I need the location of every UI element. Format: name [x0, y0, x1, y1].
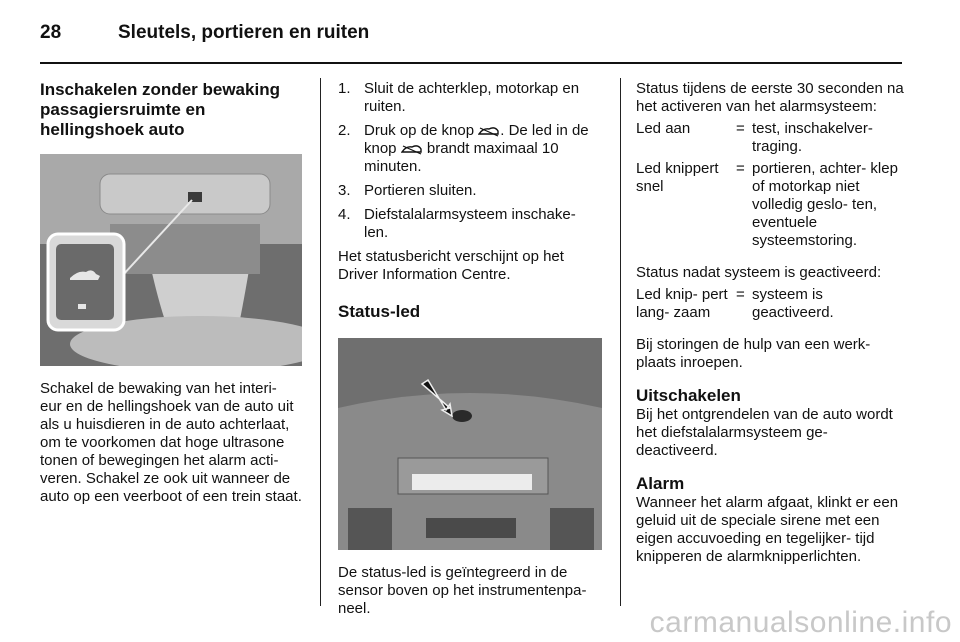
body-paragraph: Status tijdens de eerste 30 seconden na het activeren van het alarmsysteem:: [636, 80, 904, 115]
section-heading: Inschakelen zonder bewaking passagiersruimte en hellingshoek auto: [40, 80, 280, 139]
body-paragraph: Schakel de bewaking van het interi- eur en de hellingshoek van de auto uit als u huisdieren in de auto achterlaat, om te voorkomen dat hoge ultrasone tonen of bewegingen het alarm acti- veren. Schakel ze ook uit wanneer de auto op een veerboot of een trein staat.: [40, 380, 302, 505]
list-item: 1. Sluit de achterklep, motorkap en ruiten.: [338, 80, 580, 115]
status-led-figure: [338, 338, 602, 550]
column-middle: [338, 80, 604, 618]
column-divider: [320, 78, 321, 606]
table-row: Led knippert snel = portieren, achter- klep of motorkap niet volledig geslo- ten, eventuele systeemstoring.: [636, 160, 898, 249]
body-paragraph: Bij storingen de hulp van een werk- plaats inroepen.: [636, 336, 871, 371]
table-row: Led knip- pert lang- zaam = systeem is geactiveerd.: [636, 286, 834, 321]
header-rule: [40, 62, 902, 64]
column-left: [40, 80, 302, 506]
chapter-title: Sleutels, portieren en ruiten: [118, 22, 370, 43]
page-number: 28: [40, 22, 62, 43]
section-heading: Alarm: [636, 474, 685, 493]
table-row: Led aan = test, inschakelver- traging.: [636, 120, 873, 155]
list-item: 2. Druk op de knop . De led in de knop brandt maximaal 10 minuten.: [338, 122, 589, 175]
status-table: [636, 286, 904, 326]
section-heading: Uitschakelen: [636, 386, 741, 405]
column-right: [636, 80, 904, 566]
dashboard-photo: [338, 338, 602, 550]
status-table: [636, 120, 904, 254]
body-paragraph: Het statusbericht verschijnt op het Driver Information Centre.: [338, 248, 564, 283]
mirror-button-figure: [40, 154, 302, 366]
mirror-photo: [40, 154, 302, 366]
column-divider: [620, 78, 621, 606]
figure-caption: De status-led is geïntegreerd in de sensor boven op het instrumentenpa- neel.: [338, 564, 587, 617]
body-paragraph: Status nadat systeem is geactiveerd:: [636, 264, 882, 281]
watermark: carmanualsonline.info: [649, 606, 952, 639]
car-tilt-icon: [401, 144, 423, 155]
body-paragraph: Wanneer het alarm afgaat, klinkt er een geluid uit de speciale sirene met een eigen accuvoeding en tegelijker- tijd knipperen de alarmknipperlichten.: [636, 494, 899, 565]
car-tilt-icon: [478, 126, 500, 137]
list-item: 3. Portieren sluiten.: [338, 182, 477, 199]
steps-list: [338, 80, 604, 242]
section-heading: Status-led: [338, 302, 421, 321]
list-item: 4. Diefstalalarmsysteem inschake- len.: [338, 206, 576, 241]
body-paragraph: Bij het ontgrendelen van de auto wordt het diefstalalarmsysteem ge- deactiveerd.: [636, 406, 893, 459]
